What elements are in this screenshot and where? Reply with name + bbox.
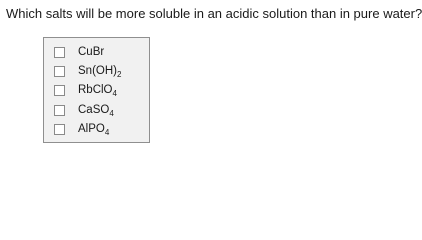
- choice-rbclo4[interactable]: [54, 83, 117, 97]
- choice-label-sn-oh-2: $Sn(OH)_2$: [78, 64, 122, 79]
- checkbox[interactable]: [54, 85, 65, 96]
- checkbox[interactable]: [54, 66, 65, 77]
- checkbox[interactable]: [54, 47, 65, 58]
- choice-sn-oh-2[interactable]: [54, 64, 121, 78]
- choice-label-alpo4: AlPO$_4$: [78, 122, 110, 137]
- choice-caso4[interactable]: [54, 103, 114, 117]
- choice-alpo4[interactable]: [54, 122, 109, 136]
- answer-choices-panel: [43, 37, 150, 143]
- checkbox[interactable]: [54, 105, 65, 116]
- choice-label-rbclo4: RbClO$_4$: [78, 83, 117, 98]
- choice-label-cubr: CuBr: [78, 46, 105, 58]
- choice-cubr[interactable]: [54, 45, 104, 59]
- checkbox[interactable]: [54, 124, 65, 135]
- choice-label-caso4: CaSO$_4$: [78, 103, 114, 118]
- question-text: Which salts will be more soluble in an acidic solution than in pure water?: [6, 6, 422, 21]
